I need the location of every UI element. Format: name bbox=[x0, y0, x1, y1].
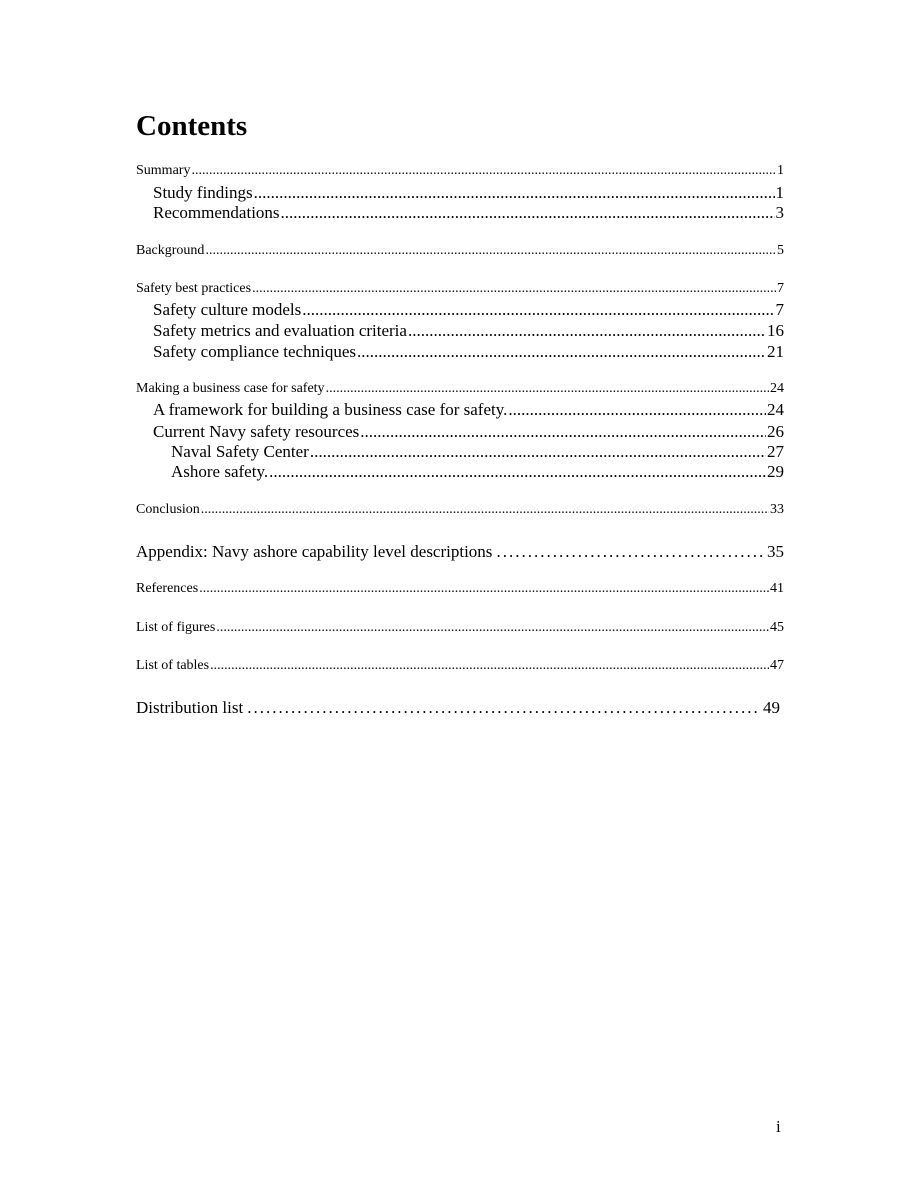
toc-entry-title: Naval Safety Center bbox=[171, 442, 309, 461]
toc-entry-title: Safety metrics and evaluation criteria bbox=[153, 321, 407, 340]
toc-entry-page: 1 bbox=[777, 163, 784, 178]
toc-entry-page: 49 bbox=[763, 698, 780, 717]
toc-entry-title: Safety culture models bbox=[153, 300, 302, 319]
toc-leader-dots bbox=[254, 183, 775, 203]
page-title: Contents bbox=[136, 110, 248, 142]
toc-entry-distribution-list[interactable] bbox=[136, 698, 780, 718]
toc-entry-page: 21 bbox=[767, 342, 784, 361]
toc-entry-page: 5 bbox=[777, 243, 784, 258]
toc-entry-title: A framework for building a business case for safety. bbox=[153, 400, 508, 419]
toc-leader-dots bbox=[205, 243, 776, 259]
toc-leader-dots bbox=[496, 542, 763, 562]
toc-leader-dots bbox=[216, 620, 769, 636]
toc-entry-recommendations[interactable] bbox=[136, 203, 784, 223]
toc-entry-page: 7 bbox=[775, 300, 784, 319]
toc-entry-page: 1 bbox=[775, 183, 784, 202]
toc-entry-title: Conclusion bbox=[136, 502, 200, 517]
toc-entry-title: Background bbox=[136, 243, 205, 258]
toc-entry-page: 35 bbox=[767, 542, 784, 561]
toc-entry-title: Safety best practices bbox=[136, 281, 252, 296]
toc-entry-study-findings[interactable] bbox=[136, 183, 784, 203]
toc-leader-dots bbox=[408, 321, 766, 341]
toc-entry-title: Current Navy safety resources bbox=[153, 422, 360, 441]
toc-entry-framework[interactable] bbox=[136, 400, 784, 420]
toc-leader-dots bbox=[269, 462, 766, 482]
toc-entry-title: List of figures bbox=[136, 620, 216, 635]
toc-entry-page: 29 bbox=[767, 462, 784, 481]
toc-leader-dots bbox=[357, 342, 766, 362]
toc-leader-dots bbox=[210, 658, 769, 674]
toc-leader-dots bbox=[281, 203, 775, 223]
toc-entry-list-of-figures[interactable] bbox=[136, 620, 784, 636]
toc-entry-safety-best-practices[interactable] bbox=[136, 281, 784, 297]
toc-entry-business-case[interactable] bbox=[136, 381, 784, 397]
toc-entry-title: Safety compliance techniques bbox=[153, 342, 356, 361]
toc-entry-ashore-safety[interactable] bbox=[136, 462, 784, 482]
toc-entry-safety-culture-models[interactable] bbox=[136, 300, 784, 320]
toc-entry-safety-compliance[interactable] bbox=[136, 342, 784, 362]
toc-leader-dots bbox=[310, 442, 766, 462]
toc-entry-title: Study findings bbox=[153, 183, 253, 202]
toc-entry-appendix[interactable] bbox=[136, 542, 784, 562]
toc-entry-list-of-tables[interactable] bbox=[136, 658, 784, 674]
toc-leader-dots bbox=[326, 381, 769, 397]
toc-entry-navy-safety-resources[interactable] bbox=[136, 422, 784, 442]
toc-entry-conclusion[interactable] bbox=[136, 502, 784, 518]
toc-entry-page: 16 bbox=[767, 321, 784, 340]
toc-entry-page: 7 bbox=[777, 281, 784, 296]
toc-entry-background[interactable] bbox=[136, 243, 784, 259]
toc-entry-page: 24 bbox=[767, 400, 784, 419]
toc-entry-page: 26 bbox=[767, 422, 784, 441]
toc-leader-dots bbox=[508, 400, 766, 420]
toc-leader-dots bbox=[252, 281, 776, 297]
toc-entry-title: Making a business case for safety bbox=[136, 381, 325, 396]
toc-entry-title: Recommendations bbox=[153, 203, 280, 222]
toc-leader-dots bbox=[302, 300, 774, 320]
toc-leader-dots bbox=[360, 422, 766, 442]
toc-entry-safety-metrics[interactable] bbox=[136, 321, 784, 341]
toc-entry-page: 41 bbox=[770, 581, 784, 596]
toc-leader-dots bbox=[247, 698, 759, 718]
toc-entry-title: List of tables bbox=[136, 658, 210, 673]
toc-entry-page: 47 bbox=[770, 658, 784, 673]
toc-entry-page: 27 bbox=[767, 442, 784, 461]
toc-entry-page: 33 bbox=[770, 502, 784, 517]
toc-leader-dots bbox=[199, 581, 769, 597]
toc-entry-title: Appendix: Navy ashore capability level descriptions bbox=[136, 542, 493, 561]
toc-entry-references[interactable] bbox=[136, 581, 784, 597]
toc-entry-title: Ashore safety. bbox=[171, 462, 269, 481]
toc-entry-summary[interactable] bbox=[136, 163, 784, 179]
toc-entry-naval-safety-center[interactable] bbox=[136, 442, 784, 462]
toc-entry-title: Summary bbox=[136, 163, 191, 178]
toc-entry-page: 3 bbox=[775, 203, 784, 222]
toc-entry-page: 24 bbox=[770, 381, 784, 396]
toc-entry-page: 45 bbox=[770, 620, 784, 635]
toc-entry-title: References bbox=[136, 581, 199, 596]
toc-entry-title: Distribution list bbox=[136, 698, 244, 717]
toc-leader-dots bbox=[191, 163, 776, 179]
toc-leader-dots bbox=[201, 502, 769, 518]
page-number: i bbox=[776, 1117, 781, 1136]
